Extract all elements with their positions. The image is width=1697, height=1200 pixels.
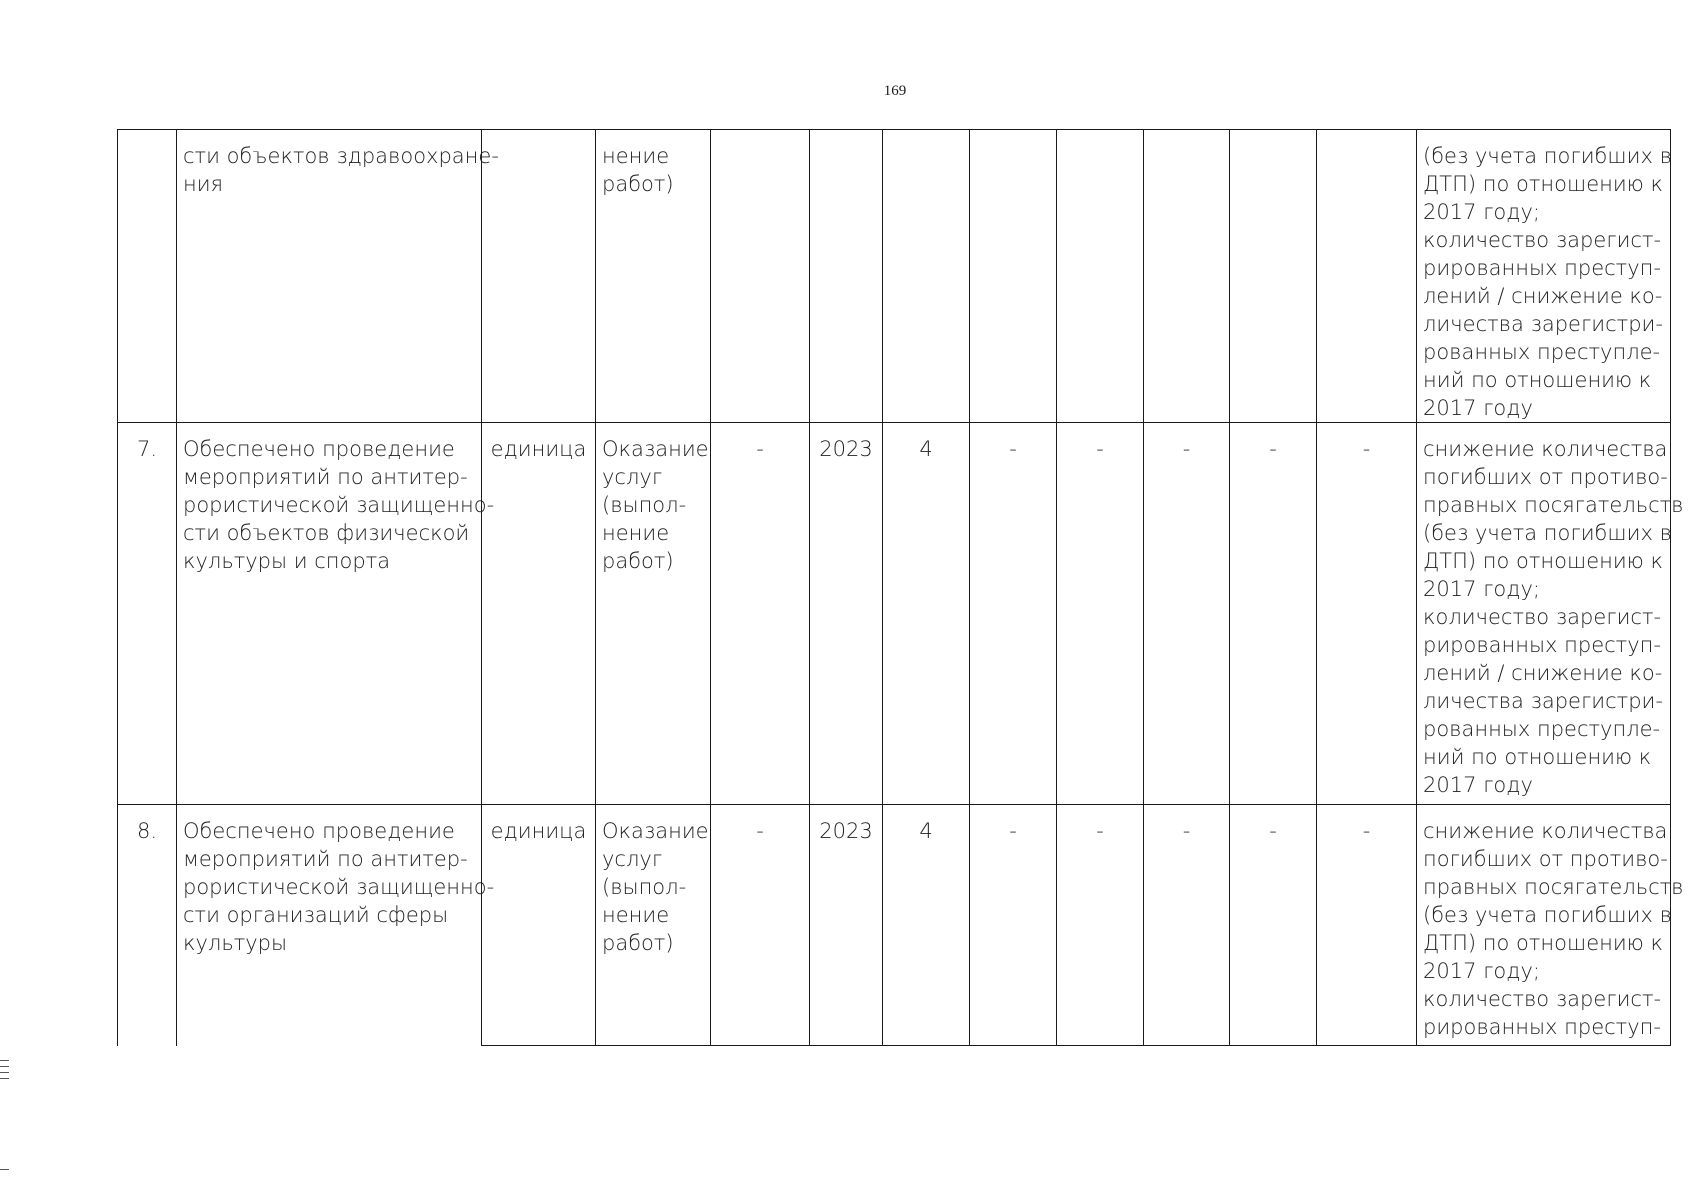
text-line: рованных преступле- <box>1423 717 1661 741</box>
text-line: ДТП) по отношению к <box>1423 549 1663 573</box>
text-line: личества зарегистри- <box>1423 312 1663 336</box>
value-cell <box>711 423 810 805</box>
value-cell <box>1317 805 1417 1046</box>
value-cell <box>970 805 1057 1046</box>
text-line: (выпол- <box>602 493 687 517</box>
text-line: ний по отношению к <box>1423 745 1652 769</box>
value-cell-text: - <box>1182 437 1191 461</box>
activity-type <box>596 423 711 805</box>
text-line: лений / снижение ко- <box>1423 661 1663 685</box>
text-line: мероприятий по антитер- <box>183 465 468 489</box>
text-line: количество зарегист- <box>1423 605 1662 629</box>
text-line: услуг <box>602 847 663 871</box>
text-line: нение <box>602 521 670 545</box>
text-line: снижение количества <box>1423 437 1668 461</box>
text-line: мероприятий по антитер- <box>183 847 468 871</box>
text-line: сти объектов физической <box>183 521 470 545</box>
row-number-text: 7. <box>136 437 158 461</box>
text-line: Оказание <box>602 819 709 843</box>
value-cell-text: - <box>1269 437 1277 461</box>
value-cell-text: - <box>756 819 764 843</box>
text-line: ния <box>183 172 223 196</box>
value-cell-text: - <box>1182 819 1191 843</box>
text-line: погибших от противо- <box>1423 847 1668 871</box>
unit-cell-text: единица <box>490 819 587 843</box>
year-cell <box>810 805 883 1046</box>
value-cell-text: - <box>1096 819 1104 843</box>
quantity-cell-text: 4 <box>919 437 933 461</box>
text-line: культуры <box>183 931 288 955</box>
value-cell <box>1057 805 1144 1046</box>
value-cell-text: - <box>1362 819 1371 843</box>
value-cell <box>1317 130 1417 423</box>
quantity-cell-text: 4 <box>919 819 933 843</box>
value-cell <box>1057 130 1144 423</box>
value-cell-text: - <box>1362 437 1371 461</box>
text-line: работ) <box>602 549 674 573</box>
text-line: 2017 году; <box>1423 200 1541 224</box>
unit-cell <box>482 130 596 423</box>
expected-result <box>1417 130 1671 423</box>
text-line: лений / снижение ко- <box>1423 284 1663 308</box>
text-line: работ) <box>602 931 674 955</box>
value-cell-text: - <box>1269 819 1277 843</box>
text-line: работ) <box>602 172 674 196</box>
unit-cell-text: единица <box>490 437 587 461</box>
text-line: правных посягательств <box>1423 875 1684 899</box>
activity-type <box>596 130 711 423</box>
value-cell <box>1230 423 1317 805</box>
value-cell <box>970 130 1057 423</box>
table-row <box>118 805 1671 1046</box>
text-line: Обеспечено проведение <box>183 437 455 461</box>
value-cell-text: - <box>1096 437 1104 461</box>
quantity-cell <box>883 805 970 1046</box>
value-cell <box>1144 130 1230 423</box>
text-line: (выпол- <box>602 875 687 899</box>
text-line: нение <box>602 144 670 168</box>
text-line: рированных преступ- <box>1423 256 1661 280</box>
activity-name <box>177 423 495 805</box>
text-line: количество зарегист- <box>1423 987 1662 1011</box>
value-cell <box>970 423 1057 805</box>
year-cell-text: 2023 <box>819 437 873 461</box>
text-line: количество зарегист- <box>1423 228 1662 252</box>
row-number <box>118 423 177 805</box>
activity-name <box>177 805 495 1046</box>
text-line: ДТП) по отношению к <box>1423 931 1663 955</box>
activity-name <box>177 130 499 423</box>
value-cell <box>1230 805 1317 1046</box>
unit-cell <box>482 805 596 1046</box>
value-cell-text: - <box>1009 437 1017 461</box>
value-cell <box>711 130 810 423</box>
text-line: снижение количества <box>1423 819 1668 843</box>
margin-marks <box>0 1060 10 1175</box>
text-line: сти организаций сферы <box>183 903 449 927</box>
text-line: культуры и спорта <box>183 549 391 573</box>
value-cell-text: - <box>1009 819 1017 843</box>
text-line: 2017 году; <box>1423 959 1541 983</box>
text-line: (без учета погибших в <box>1423 903 1672 927</box>
row-number <box>118 130 177 423</box>
text-line: 2017 году; <box>1423 577 1541 601</box>
table-row <box>118 423 1671 805</box>
quantity-cell <box>883 130 970 423</box>
text-line: рористической защищенно- <box>183 493 495 517</box>
table-row <box>118 130 1671 423</box>
text-line: 2017 году <box>1423 773 1533 797</box>
text-line: 2017 году <box>1423 396 1533 420</box>
expected-result <box>1417 805 1684 1046</box>
text-line: личества зарегистри- <box>1423 689 1663 713</box>
activities-table <box>117 129 1684 1046</box>
activity-type <box>596 805 711 1046</box>
text-line: услуг <box>602 465 663 489</box>
value-cell <box>1057 423 1144 805</box>
page-number: 169 <box>883 83 907 99</box>
text-line: погибших от противо- <box>1423 465 1668 489</box>
unit-cell <box>482 423 596 805</box>
text-line: рированных преступ- <box>1423 1015 1661 1039</box>
row-number <box>118 805 177 1046</box>
value-cell <box>1317 423 1417 805</box>
text-line: (без учета погибших в <box>1423 144 1672 168</box>
text-line: ДТП) по отношению к <box>1423 172 1663 196</box>
year-cell <box>810 130 883 423</box>
value-cell <box>711 805 810 1046</box>
year-cell <box>810 423 883 805</box>
year-cell-text: 2023 <box>819 819 873 843</box>
text-line: рористической защищенно- <box>183 875 495 899</box>
text-line: правных посягательств <box>1423 493 1684 517</box>
value-cell <box>1144 805 1230 1046</box>
row-number-text: 8. <box>136 819 158 843</box>
value-cell <box>1144 423 1230 805</box>
text-line: рированных преступ- <box>1423 633 1661 657</box>
text-line: сти объектов здравоохране- <box>183 144 499 168</box>
text-line: Обеспечено проведение <box>183 819 455 843</box>
text-line: рованных преступле- <box>1423 340 1661 364</box>
value-cell <box>1230 130 1317 423</box>
text-line: ний по отношению к <box>1423 368 1652 392</box>
text-line: Оказание <box>602 437 709 461</box>
text-line: (без учета погибших в <box>1423 521 1672 545</box>
expected-result <box>1417 423 1684 805</box>
quantity-cell <box>883 423 970 805</box>
text-line: нение <box>602 903 670 927</box>
value-cell-text: - <box>756 437 764 461</box>
